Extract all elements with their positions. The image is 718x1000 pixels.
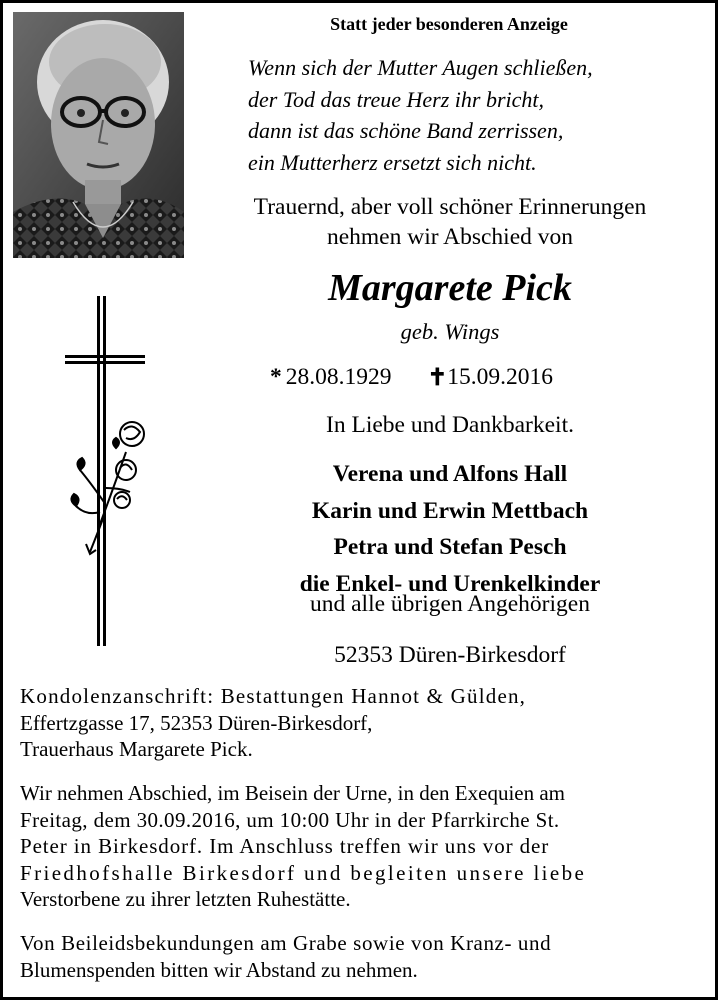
deceased-name: Margarete Pick: [328, 267, 572, 309]
condolence-line: Kondolenzanschrift: Bestattungen Hannot & Gülden,: [20, 684, 527, 708]
notice-header: Statt jeder besonderen Anzeige: [330, 14, 568, 34]
intro-text: [190, 192, 710, 252]
poem-line: ein Mutterherz ersetzt sich nicht.: [248, 149, 537, 175]
memorial-poem: [248, 52, 708, 178]
exequies-line: Freitag, dem 30.09.2016, um 10:00 Uhr in der Pfarrkirche St.: [20, 807, 560, 832]
poem-line: Wenn sich der Mutter Augen schließen,: [248, 55, 593, 80]
exequies-line: Wir nehmen Abschied, im Beisein der Urne, in den Exequien am: [20, 781, 566, 805]
life-dates: [270, 363, 650, 392]
place-text: 52353 Düren-Birkesdorf: [334, 642, 566, 668]
rose-icon: [71, 422, 144, 554]
portrait-photo: [13, 12, 184, 258]
intro-line: nehmen wir Abschied von: [326, 224, 574, 250]
condolence-address: [20, 683, 700, 763]
request-line: Von Beileidsbekundungen am Grabe sowie von Kranz- und: [20, 931, 552, 955]
condolence-line: Effertzgasse 17, 52353 Düren-Birkesdorf,: [20, 710, 373, 735]
exequies-line: Peter in Birkesdorf. Im Anschluss treffen wir uns vor der: [20, 834, 550, 858]
mourner-line: die Enkel- und Urenkelkinder: [299, 570, 601, 597]
mourners-list: [190, 456, 710, 602]
mourner-line: Petra und Stefan Pesch: [333, 534, 567, 560]
mourner-line: Verena und Alfons Hall: [332, 461, 568, 487]
birth-star-icon: *: [270, 364, 282, 390]
death-cross-icon: ✝: [427, 365, 448, 391]
request-line: Blumenspenden bitten wir Abstand zu nehmen.: [20, 957, 418, 982]
exequies-text: [20, 780, 700, 913]
exequies-line: Verstorbene zu ihrer letzten Ruhestätte.: [20, 887, 351, 911]
poem-line: dann ist das schöne Band zerrissen,: [248, 118, 564, 143]
cross-icon: [60, 292, 160, 652]
mourner-line: Karin und Erwin Mettbach: [311, 497, 589, 524]
relatives-text: und alle übrigen Angehörigen: [310, 591, 590, 617]
birth-date: 28.08.1929: [285, 364, 392, 390]
poem-line: der Tod das treue Herz ihr bricht,: [248, 86, 544, 112]
exequies-line: Friedhofshalle Birkesdorf und begleiten unsere liebe: [20, 860, 587, 885]
condolence-request: [20, 930, 700, 983]
thanks-text: In Liebe und Dankbarkeit.: [326, 412, 574, 438]
death-date: 15.09.2016: [447, 364, 553, 390]
condolence-line: Trauerhaus Margarete Pick.: [20, 737, 253, 761]
intro-line: Trauernd, aber voll schöner Erinnerungen: [253, 194, 647, 220]
birth-name: geb. Wings: [400, 319, 500, 344]
